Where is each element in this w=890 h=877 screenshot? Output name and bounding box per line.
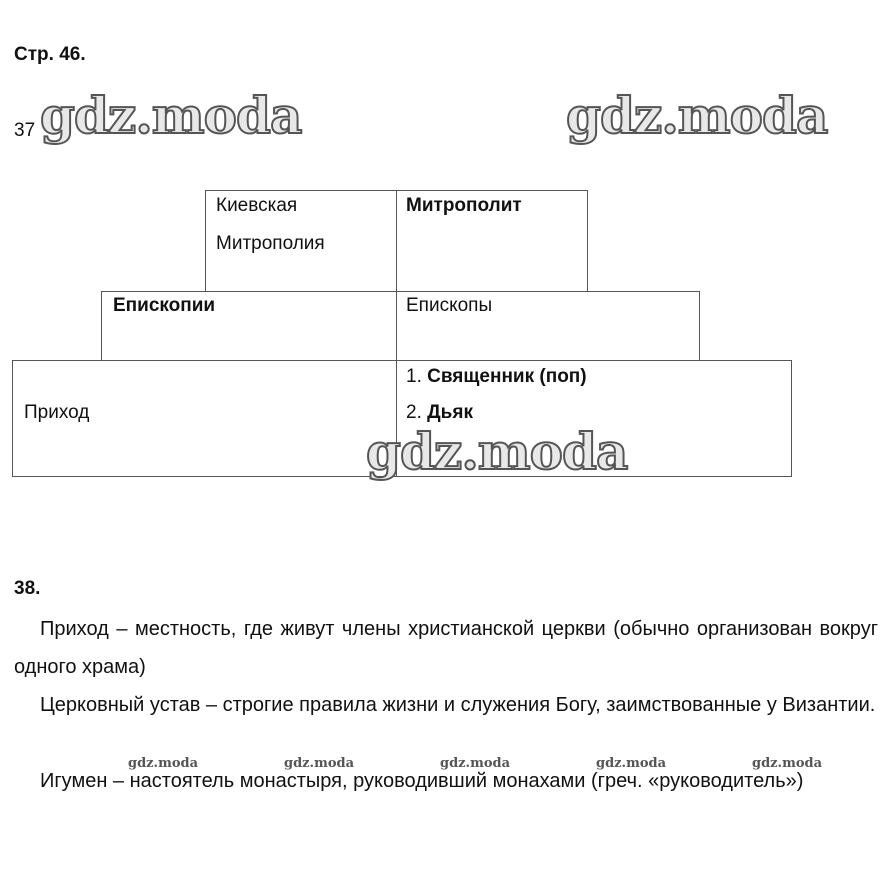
watermark-logo: gdz.moda <box>596 756 667 771</box>
cell-text: Митрополия <box>216 233 325 254</box>
cell-text: Епископии <box>113 295 216 316</box>
definition-paragraph <box>14 686 878 724</box>
watermark-logo: gdz.moda <box>284 756 355 771</box>
table-cell <box>205 190 397 292</box>
cell-text: Киевская <box>216 195 298 216</box>
watermark-logo: gdz.moda <box>440 756 511 771</box>
table-cell <box>396 190 588 292</box>
list-number: 2. <box>406 402 422 423</box>
cell-text: Епископы <box>406 295 493 316</box>
page-reference: Стр. 46. <box>14 44 86 65</box>
cell-text: Дьяк <box>427 402 473 423</box>
table-cell <box>12 360 397 477</box>
table-cell <box>396 291 700 361</box>
cell-text: Митрополит <box>406 195 522 216</box>
definition-paragraph <box>14 610 878 686</box>
table-cell <box>101 291 397 361</box>
watermark-logo: gdz.moda <box>366 422 628 481</box>
list-number: 1. <box>406 366 422 387</box>
watermark-logo: gdz.moda <box>40 86 302 145</box>
definition-text: Приход – местность, где живут члены христианской церкви (обычно организован вокруг одного храма) <box>14 618 878 678</box>
watermark-logo: gdz.moda <box>566 86 828 145</box>
task-37-number: 37 <box>14 120 36 141</box>
watermark-logo: gdz.moda <box>128 756 199 771</box>
task-38-number: 38. <box>14 578 41 599</box>
cell-text: Священник (поп) <box>427 366 587 387</box>
definition-text: Церковный устав – строгие правила жизни и служения Богу, заимствованные у Византии. <box>40 694 876 716</box>
watermark-logo: gdz.moda <box>752 756 823 771</box>
definition-paragraph <box>14 762 878 800</box>
definition-text: Игумен – настоятель монастыря, руководивший монахами (греч. «руководитель») <box>40 770 804 792</box>
cell-text: Приход <box>24 402 90 423</box>
